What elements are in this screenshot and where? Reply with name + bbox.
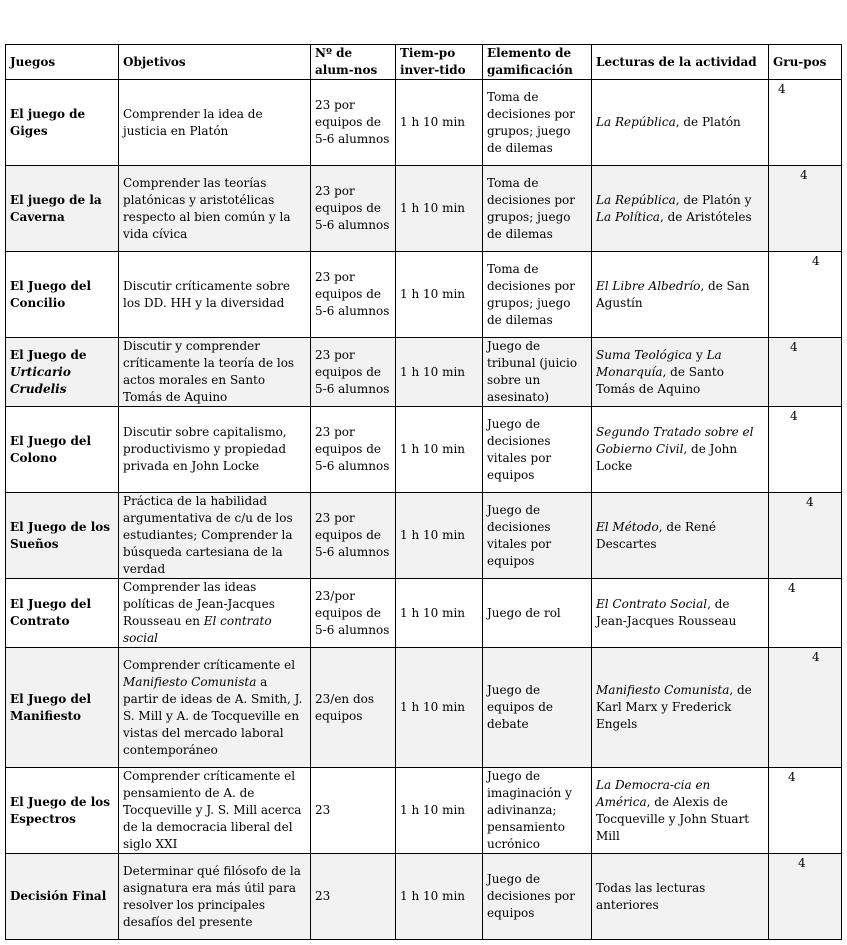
table-row — [6, 338, 842, 407]
groups-cell: 4 — [769, 252, 842, 338]
students-cell: 23 por equipos de 5-6 alumnos — [311, 493, 396, 579]
table-row — [6, 768, 842, 854]
groups-cell: 4 — [769, 648, 842, 768]
game-cell: El Juego de los Espectros — [6, 768, 119, 854]
objective-cell: Discutir sobre capitalismo, productivismo y propiedad privada en John Locke — [119, 407, 311, 493]
gamification-cell: Toma de decisiones por grupos; juego de dilemas — [483, 252, 592, 338]
game-cell: El juego de Giges — [6, 80, 119, 166]
reading-cell: Suma Teológica y La Monarquía, de Santo Tomás de Aquino — [592, 338, 769, 407]
groups-cell: 4 — [769, 407, 842, 493]
objective-cell: Práctica de la habilidad argumentativa de c/u de los estudiantes; Comprender la búsqueda cartesiana de la verdad — [119, 493, 311, 579]
gamification-cell: Juego de imaginación y adivinanza; pensamiento ucrónico — [483, 768, 592, 854]
table-row — [6, 648, 842, 768]
objective-cell: Determinar qué filósofo de la asignatura era más útil para resolver los principales desafíos del presente — [119, 854, 311, 940]
objective-cell: Comprender las ideas políticas de Jean-Jacques Rousseau en El contrato social — [119, 579, 311, 648]
table-row — [6, 252, 842, 338]
time-cell: 1 h 10 min — [396, 166, 483, 252]
groups-cell: 4 — [769, 579, 842, 648]
time-cell: 1 h 10 min — [396, 768, 483, 854]
time-cell: 1 h 10 min — [396, 493, 483, 579]
gamification-cell: Juego de equipos de debate — [483, 648, 592, 768]
header-row — [6, 45, 842, 80]
students-cell: 23/en dos equipos — [311, 648, 396, 768]
time-cell: 1 h 10 min — [396, 648, 483, 768]
time-cell: 1 h 10 min — [396, 80, 483, 166]
game-cell: El Juego de los Sueños — [6, 493, 119, 579]
table-row — [6, 493, 842, 579]
students-cell: 23 — [311, 768, 396, 854]
groups-cell: 4 — [769, 80, 842, 166]
students-cell: 23 por equipos de 5-6 alumnos — [311, 80, 396, 166]
header-groups: Gru-pos — [769, 45, 842, 80]
reading-cell: El Método, de René Descartes — [592, 493, 769, 579]
reading-cell: Manifiesto Comunista, de Karl Marx y Frederick Engels — [592, 648, 769, 768]
header-objectives: Objetivos — [119, 45, 311, 80]
groups-cell: 4 — [769, 338, 842, 407]
games-table — [5, 44, 842, 940]
table-row — [6, 166, 842, 252]
header-time: Tiem-po inver-tido — [396, 45, 483, 80]
reading-cell: La República, de Platón — [592, 80, 769, 166]
students-cell: 23 — [311, 854, 396, 940]
groups-cell: 4 — [769, 166, 842, 252]
objective-cell: Comprender críticamente el pensamiento de A. de Tocqueville y J. S. Mill acerca de la democracia liberal del siglo XXI — [119, 768, 311, 854]
groups-cell: 4 — [769, 493, 842, 579]
objective-cell: Comprender críticamente el Manifiesto Comunista a partir de ideas de A. Smith, J. S. Mill y A. de Tocqueville en vistas del mercado laboral contemporáneo — [119, 648, 311, 768]
objective-cell: Comprender la idea de justicia en Platón — [119, 80, 311, 166]
objective-cell: Comprender las teorías platónicas y aristotélicas respecto al bien común y la vida cívica — [119, 166, 311, 252]
time-cell: 1 h 10 min — [396, 407, 483, 493]
game-cell: El Juego del Contrato — [6, 579, 119, 648]
table-row — [6, 80, 842, 166]
game-cell: El Juego del Concilio — [6, 252, 119, 338]
gamification-cell: Juego de rol — [483, 579, 592, 648]
students-cell: 23 por equipos de 5-6 alumnos — [311, 338, 396, 407]
gamification-cell: Toma de decisiones por grupos; juego de dilemas — [483, 166, 592, 252]
gamification-cell: Juego de tribunal (juicio sobre un asesinato) — [483, 338, 592, 407]
game-cell: El juego de la Caverna — [6, 166, 119, 252]
table-row — [6, 579, 842, 648]
table-row — [6, 854, 842, 940]
gamification-cell: Juego de decisiones vitales por equipos — [483, 407, 592, 493]
time-cell: 1 h 10 min — [396, 579, 483, 648]
table-row — [6, 407, 842, 493]
gamification-cell: Juego de decisiones por equipos — [483, 854, 592, 940]
students-cell: 23 por equipos de 5-6 alumnos — [311, 252, 396, 338]
game-cell: Decisión Final — [6, 854, 119, 940]
reading-cell: La Democra-cia en América, de Alexis de Tocqueville y John Stuart Mill — [592, 768, 769, 854]
reading-cell: El Libre Albedrío, de San Agustín — [592, 252, 769, 338]
header-gamification: Elemento de gamificación — [483, 45, 592, 80]
game-cell: El Juego del Colono — [6, 407, 119, 493]
time-cell: 1 h 10 min — [396, 854, 483, 940]
reading-cell: La República, de Platón y La Política, de Aristóteles — [592, 166, 769, 252]
game-cell: El Juego del Manifiesto — [6, 648, 119, 768]
time-cell: 1 h 10 min — [396, 252, 483, 338]
gamification-cell: Toma de decisiones por grupos; juego de dilemas — [483, 80, 592, 166]
objective-cell: Discutir críticamente sobre los DD. HH y la diversidad — [119, 252, 311, 338]
groups-cell: 4 — [769, 768, 842, 854]
gamification-cell: Juego de decisiones vitales por equipos — [483, 493, 592, 579]
header-games: Juegos — [6, 45, 119, 80]
header-readings: Lecturas de la actividad — [592, 45, 769, 80]
header-students: Nº de alum-nos — [311, 45, 396, 80]
objective-cell: Discutir y comprender críticamente la teoría de los actos morales en Santo Tomás de Aquino — [119, 338, 311, 407]
students-cell: 23 por equipos de 5-6 alumnos — [311, 407, 396, 493]
reading-cell: Segundo Tratado sobre el Gobierno Civil, de John Locke — [592, 407, 769, 493]
groups-cell: 4 — [769, 854, 842, 940]
game-cell: El Juego de Urticario Crudelis — [6, 338, 119, 407]
students-cell: 23 por equipos de 5-6 alumnos — [311, 166, 396, 252]
time-cell: 1 h 10 min — [396, 338, 483, 407]
reading-cell: Todas las lecturas anteriores — [592, 854, 769, 940]
students-cell: 23/por equipos de 5-6 alumnos — [311, 579, 396, 648]
reading-cell: El Contrato Social, de Jean-Jacques Rousseau — [592, 579, 769, 648]
